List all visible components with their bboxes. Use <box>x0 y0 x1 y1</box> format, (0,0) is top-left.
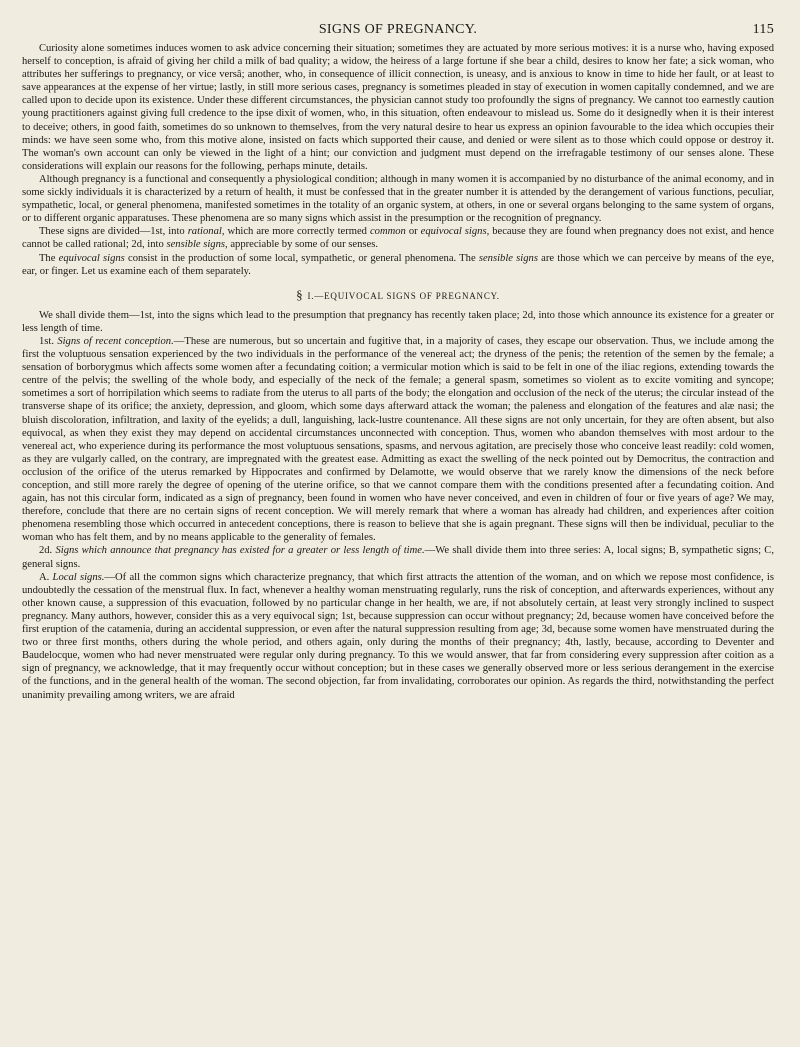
running-header <box>22 20 774 42</box>
section-symbol: § <box>296 286 304 302</box>
text-run: appreciable by some of our senses. <box>227 239 378 251</box>
section-heading <box>22 288 774 303</box>
paragraphs-after-section <box>22 309 774 702</box>
text-run: or <box>405 226 421 238</box>
text-run: consist in the production of some local, sympathetic, or general phenomena. The <box>124 252 479 264</box>
text-run: A. <box>38 571 53 583</box>
italic-text: rational, <box>187 226 225 238</box>
paragraph <box>22 571 774 702</box>
paragraph <box>22 252 774 278</box>
text-run: because they are found when pregnancy does not exist, and hence cannot be called rational; 2d, into <box>22 226 774 251</box>
italic-text: sensible signs, <box>166 239 228 251</box>
text-run: are those which we can perceive by means of the eye, ear, or finger. Let us examine each of them separately. <box>22 252 774 277</box>
italic-text: equivocal signs <box>58 252 125 264</box>
text-run: The <box>38 252 59 264</box>
paragraph <box>22 173 774 225</box>
text-run: which are more correctly termed <box>224 226 370 238</box>
text-run: These signs are divided—1st, into <box>38 226 188 238</box>
section-heading-text: I.—EQUIVOCAL SIGNS OF PREGNANCY. <box>307 290 500 301</box>
text-run: Although pregnancy is a functional and consequently a physiological condition; although in many women it is accompanied by no disturbance of the animal economy, and in some sickly individuals it is characterized by a return of health, it must be confessed that in the greater number it is attended by the derangement of various functions, peculiar, sympathetic, local, or general phenomena, manifested sometimes in the totality of an organic system, at others, in one or several organs belonging to the same system of organs, or to different organic apparatuses. These phenomena are so many signs which assist in the presumption or the recognition of pregnancy. <box>22 173 774 225</box>
italic-text: Local signs. <box>52 571 105 583</box>
text-run: 1st. <box>38 335 58 347</box>
running-title: SIGNS OF PREGNANCY. <box>318 22 478 37</box>
paragraph <box>22 544 774 570</box>
italic-text: common <box>369 226 406 238</box>
paragraph <box>22 335 774 545</box>
italic-text: Signs which announce that pregnancy has existed for a greater or less length of time. <box>55 545 425 557</box>
text-run: —We shall divide them into three series: A, local signs; B, sympathetic signs; C, general signs. <box>22 545 775 570</box>
text-run: We shall divide them—1st, into the signs which lead to the presumption that pregnancy has recently taken place; 2d, into those which announce its existence for a greater or less length of time. <box>22 309 774 334</box>
paragraph <box>22 225 774 251</box>
paragraphs-before-section <box>22 42 774 278</box>
body-text <box>22 42 774 702</box>
paragraph <box>22 309 774 335</box>
text-run: —Of all the common signs which characterize pregnancy, that which first attracts the attention of the woman, and on which we repose most confidence, is undoubtedly the cessation of the menstrual flux. In fact, whenever a healthy woman menstruating regularly, runs the risk of conception, and afterwards experiences, without any other known cause, a suppression of this evacuation, followed by no particular change in her health, we are, if not absolutely certain, at least very strongly inclined to suspect pregnancy. Many authors, however, consider this as a very equivocal sign; 1st, because suppression can occur without pregnancy; 2d, because women have conceived before the first eruption of the catamenia, during an accidental suppression, or even after the natural suppression resulting from age; 3d, because some women have menstruated during the two or three first months, others during the whole period, and others again, only during the months of their pregnancy; 4th, lastly, because, according to Deventer and Baudelocque, women who had never menstruated were regular only during pregnancy. To this we would answer, that far from considering every suppression after coition as a sign of pregnancy, we acknowledge, that it may frequently occur without conception; but in these cases we generally observed more or less serious derangement in the exercise of the functions, and in the general health of the woman. The second objection, far from invalidating, corroborates our opinion. As regards the third, notwithstanding the perfect unanimity prevailing among writers, we are afraid <box>22 571 774 701</box>
text-run: 2d. <box>38 545 56 557</box>
text-run: —These are numerous, but so uncertain and fugitive that, in a majority of cases, they escape our observation. Thus, we include among the first the voluptuous sensation experienced by the two individuals in the performance of the venereal act; the dryness of the penis; the retention of the semen by the female; a sensation of borborygmus which affects some women after a fecundating coition; a vermicular motion which is said to be felt in one of the iliac regions, extending towards the centre of the pelvis; the swelling of the whole body, and especially of the neck of the female; a general spasm, sometimes so violent as to excite vomiting and syncope; sometimes a sort of horripilation which seems to radiate from the uterus to all parts of the body; the elongation and occlusion of the neck of the uterus; the circular instead of the transverse shape of its orifice; the anxiety, depression, and gloom, which some days afterward attack the woman; the paleness and elongation of the features and alæ nasi; the bluish discoloration, infiltration, and laxity of the eyelids; a dull, languishing, lack-lustre countenance. All these signs are not only uncertain, for they are often absent, but also equivocal, as when they exist they may depend on accidental circumstances unconnected with conception. Thus, women who abandon themselves with most ardour to the venereal act, who experience during its performance the most voluptuous sensations, spasms, and nervous agitation, are precisely those who conceive least readily: cold women, as they are vulgarly called, on the contrary, are impregnated with the greatest ease. Admitting as exact the swelling of the neck pointed out by Democritus, the contraction and occlusion of the orifice of the uterus remarked by Hippocrates and confirmed by Delamotte, we would observe that we rarely know the dimensions of the neck before conception, and still more rarely the degree of opening of the uterine orifice, so that we cannot compare them with the conditions presented after a fecundating coition. And again, has not this circular form, indicated as a sign of pregnancy, been found in women who have never conceived, and even in children of four or five years of age? We may, therefore, conclude that there are no certain signs of recent conception. We will merely remark that where a woman has already had children, and experiences after coition phenomena resembling those which occurred in antecedent conceptions, there is reason to believe that she is again pregnant. These signs will then be individual, peculiar to the woman who has felt them, and by no means applicable to the generality of females. <box>22 335 774 544</box>
text-run: Curiosity alone sometimes induces women to ask advice concerning their situation; sometimes they are actuated by more serious motives: it is a nurse who, having exposed herself to conception, is afraid of giving her child a milk of bad quality; a widow, the heiress of a large fortune if she bear a child, desires to know her fate; a sick woman, who attributes her sufferings to pregnancy, or vice versâ; another, who, in consequence of illicit connection, is uneasy, and is anxious to know in time to hide her fault, or at least to save appearances at the expense of her virtue; lastly, in still more serious cases, pregnancy is sometimes pleaded in stay of execution in women capitally condemned, and we are called upon to decide upon its existence. Under these different circumstances, the physician cannot study too profoundly the signs of pregnancy. We cannot too earnestly caution young practitioners against giving full credence to the ipse dixit of women, who, in this situation, often endeavour to mislead us. Some do it designedly when it is their interest to deceive; others, in good faith, sometimes do so unknown to themselves, from the very natural desire to hear us express an opinion favourable to the idea which occupies their minds: we have seen some who, from this motive alone, insisted on facts which supported their cause, and denied or were silent as to those which could oppose or destroy it. The woman's own account can only be viewed in the light of a hint; our conviction and judgment must depend on the irrefragable testimony of our senses alone. These considerations will explain our reasons for the following, perhaps minute, details. <box>22 43 774 172</box>
paragraph <box>22 42 774 173</box>
italic-text: Signs of recent conception. <box>57 335 174 347</box>
page-number: 115 <box>752 22 774 37</box>
italic-text: equivocal signs, <box>420 226 490 238</box>
italic-text: sensible signs <box>478 252 538 264</box>
